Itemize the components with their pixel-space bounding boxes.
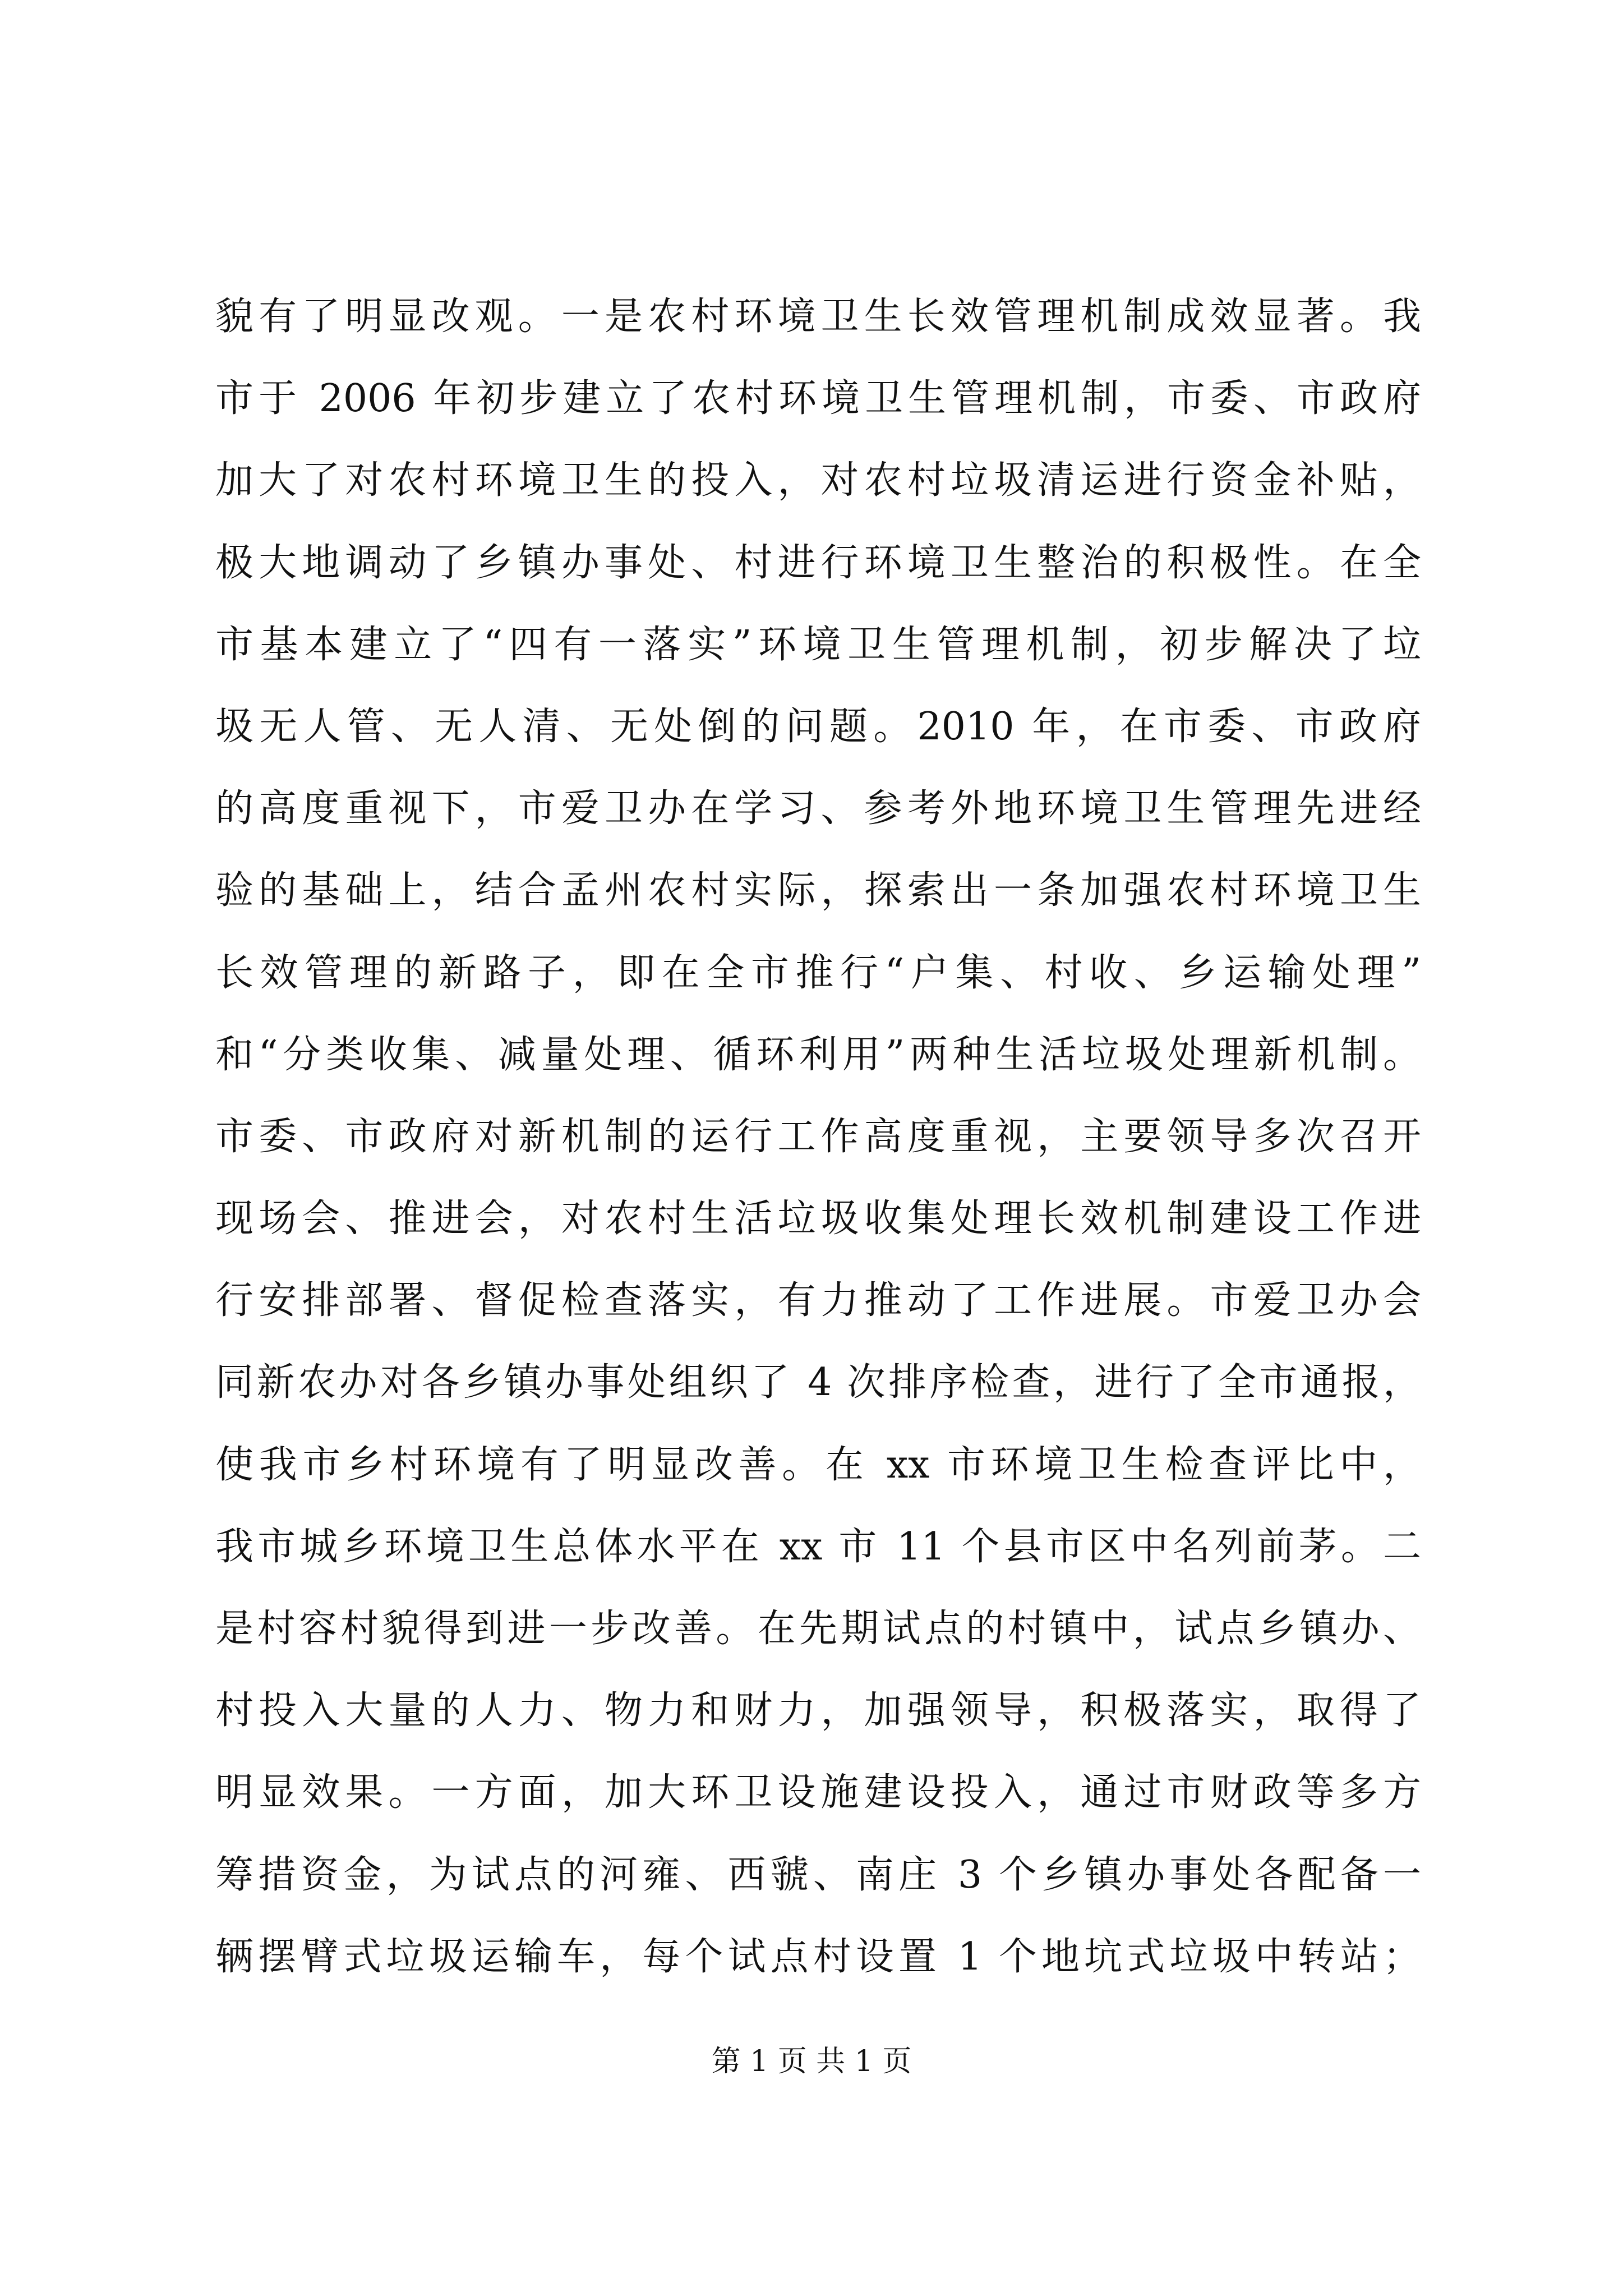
- text-line: 市委、市政府对新机制的运行工作高度重视，主要领导多次召开: [215, 1114, 1421, 1159]
- page-footer: 第 1 页 共 1 页: [711, 2045, 912, 2078]
- text-line: 市基本建立了“四有一落实”环境卫生管理机制，初步解决了垃: [215, 622, 1421, 667]
- text-line: 市于 2006 年初步建立了农村环境卫生管理机制，市委、市政府: [215, 376, 1421, 421]
- text-line: 行安排部署、督促检查落实，有力推动了工作进展。市爱卫办会: [215, 1278, 1421, 1323]
- text-line: 貌有了明显改观。一是农村环境卫生长效管理机制成效显著。我: [215, 295, 1421, 339]
- text-line: 明显效果。一方面，加大环卫设施建设投入，通过市财政等多方: [215, 1770, 1421, 1815]
- text-line: 我市城乡环境卫生总体水平在 xx 市 11 个县市区中名列前茅。二: [215, 1524, 1421, 1569]
- text-line: 村投入大量的人力、物力和财力，加强领导，积极落实，取得了: [215, 1688, 1421, 1733]
- text-line: 辆摆臂式垃圾运输车，每个试点村设置 1 个地坑式垃圾中转站；: [215, 1934, 1421, 1979]
- text-line: 验的基础上，结合孟州农村实际，探索出一条加强农村环境卫生: [215, 868, 1421, 913]
- body-text: [215, 276, 1421, 1998]
- text-line: 和“分类收集、减量处理、循环利用”两种生活垃圾处理新机制。: [215, 1032, 1421, 1077]
- text-line: 加大了对农村环境卫生的投入，对农村垃圾清运进行资金补贴，: [215, 458, 1421, 503]
- text-line: 圾无人管、无人清、无处倒的问题。2010 年，在市委、市政府: [215, 704, 1421, 749]
- text-line: 极大地调动了乡镇办事处、村进行环境卫生整治的积极性。在全: [215, 540, 1421, 585]
- text-line: 现场会、推进会，对农村生活垃圾收集处理长效机制建设工作进: [215, 1197, 1421, 1241]
- text-line: 长效管理的新路子，即在全市推行“户集、村收、乡运输处理”: [215, 950, 1421, 995]
- text-line: 筹措资金，为试点的河雍、西虢、南庄 3 个乡镇办事处各配备一: [215, 1852, 1421, 1897]
- text-line: 使我市乡村环境有了明显改善。在 xx 市环境卫生检查评比中，: [215, 1442, 1421, 1487]
- text-line: 同新农办对各乡镇办事处组织了 4 次排序检查，进行了全市通报，: [215, 1360, 1421, 1405]
- text-line: 是村容村貌得到进一步改善。在先期试点的村镇中，试点乡镇办、: [215, 1607, 1421, 1651]
- text-line: 的高度重视下，市爱卫办在学习、参考外地环境卫生管理先进经: [215, 786, 1421, 831]
